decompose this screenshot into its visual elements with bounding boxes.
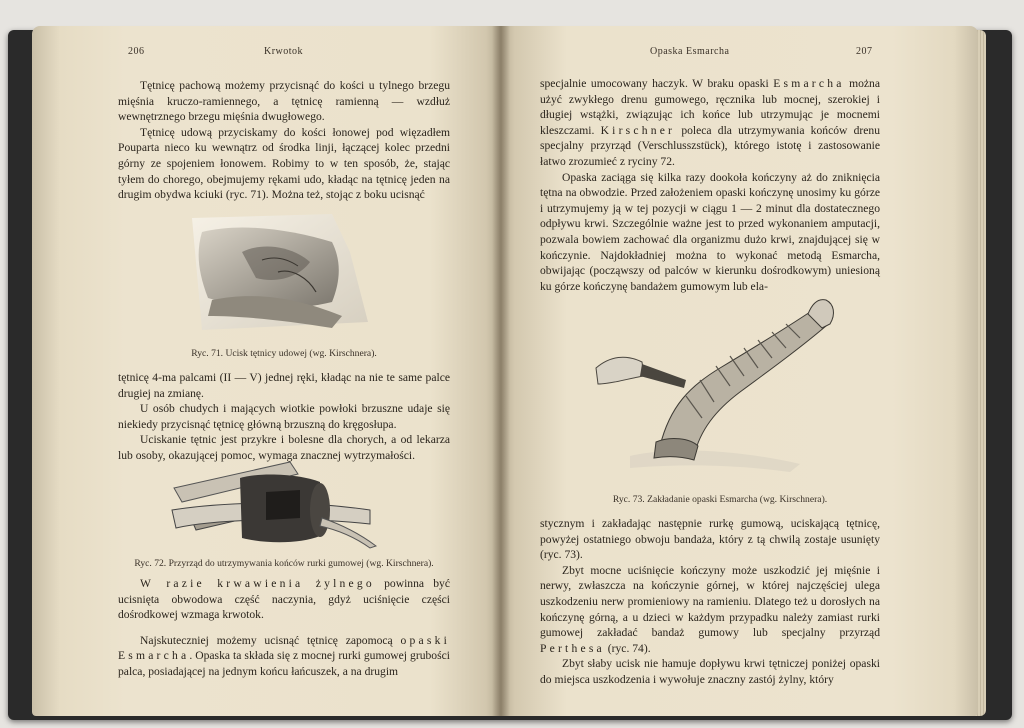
- left-running-head: Krwotok: [264, 46, 304, 57]
- left-page-number: 206: [128, 46, 145, 57]
- paragraph: Uciskanie tętnic jest przykre i bolesne dla chorych, a od lekarza lub osoby, okazującej pomoc, wymaga znacznej wytrzymałości.: [118, 433, 450, 462]
- right-running-head: Opaska Esmarcha: [650, 46, 730, 57]
- left-text-mid: [118, 370, 450, 464]
- paragraph: tętnicę 4-ma palcami (II — V) jednej ręki, kładąc na nie te same palce drugiej na zmianę.: [118, 371, 450, 400]
- paragraph: U osób chudych i mających wiotkie powłoki brzuszne udaje się niekiedy przycisnąć tętnicę główną brzuszną do kręgosłupa.: [118, 402, 450, 431]
- spaced-phrase: opaski Esmarcha: [118, 633, 450, 663]
- paragraph: Opaska zaciąga się kilka razy dookoła kończyny aż do zniknięcia tętna na obwodzie. Przed założeniem opaski kończynę unosimy ku górze i utrzymujemy ją w tej pozycji w ciągu 1 — 2 minut dla dostatecznego odpływu krwi. Szczególnie ważne jest to przed wykonaniem amputacji, pozwala bowiem zachować dla organizmu dużo krwi, znajdującej się w kończynie. Najdokładniej można to wykonać metodą Esmarcha, obwijając (począwszy od palców w kierunku dośrodkowym) uniesioną ku górze kończynę bandażem gumowym lub ela-: [540, 170, 880, 293]
- paragraph: stycznym i zakładając następnie rurkę gumową, uciskającą tętnicę, powyżej ostatniego obwoju bandaża, który z tą chwilą zostaje usunięty (ryc. 73).: [540, 517, 880, 562]
- spaced-name: Perthesa: [540, 641, 605, 655]
- right-page: [500, 26, 978, 716]
- paragraph: specjalnie umocowany haczyk. W braku opaski Esmarcha można użyć zwykłego drenu gumowego, ręcznika lub mocnej, szerokiej i długiej wstążki, związując ich końce lub utrzymując je mocnemi kleszczami. Kirschner poleca dla utrzymywania końców drenu specjalny przyrząd (Verschlusszstück), którego istotę i zastosowanie łatwo zrozumieć z ryciny 72.: [540, 77, 880, 168]
- paragraph: Tętnicę pachową możemy przycisnąć do kości u tylnego brzegu mięśnia kruczo-ramiennego, a tętnicę ramienną — wzdłuż wewnętrznego brzegu mięśnia dwugłowego.: [118, 79, 450, 124]
- figure-71-caption: Ryc. 71. Ucisk tętnicy udowej (wg. Kirschnera).: [191, 348, 377, 359]
- left-text-top: [118, 78, 450, 203]
- figure-72-image: [170, 458, 380, 550]
- paragraph: Zbyt mocne uciśnięcie kończyny może uszkodzić jej mięśnie i nerwy, zwłaszcza na kończynie górnej, w której najczęściej ulega uszkodzeniu nerw promieniowy na ramieniu. Dlatego też u dorosłych na kończynę górną, a u dzieci w każdym przypadku należy zamiast rurki gumowej zakładać bandaż gumowy lub specjalny przyrząd Perthesa (ryc. 74).: [540, 563, 880, 655]
- paragraph-esmarch: Najskuteczniej możemy ucisnąć tętnicę zapomocą opaski Esmarcha. Opaska ta składa się z mocnej rurki gumowej grubości palca, posiadającej na jednym końcu łańcuszek, a na drugim: [118, 633, 450, 678]
- book-gutter: [492, 26, 510, 716]
- paragraph: Tętnicę udową przyciskamy do kości łonowej pod więzadłem Pouparta nieco ku wewnątrz od środka linji, łączącej kolec przedni górny ze spojeniem łonowem. Robimy to w ten sposób, że, stając tyłem do chorego, obejmujemy rękami udo, kładąc na tętnicę jeden na drugim obydwa kciuki (ryc. 71). Można też, stojąc z boku ucisnąć: [118, 125, 450, 202]
- spaced-name: Esmarcha: [773, 77, 845, 90]
- figure-73-image: [590, 296, 850, 476]
- paragraph-venous: W razie krwawienia żylnego powinna być ucisnięta obwodowa część naczynia, gdyż uciśnięcie części dośrodkowej wzmaga krwotok.: [118, 577, 450, 622]
- spaced-phrase: W razie krwawienia żylnego: [140, 577, 375, 590]
- left-text-bottom: [118, 576, 450, 680]
- figure-73-caption: Ryc. 73. Zakładanie opaski Esmarcha (wg. Kirschnera).: [612, 494, 828, 505]
- figure-72-caption: Ryc. 72. Przyrząd do utrzymywania końców rurki gumowej (wg. Kirschnera).: [134, 558, 434, 569]
- right-page-number: 207: [856, 46, 873, 57]
- spaced-name: Kirschner: [600, 123, 676, 137]
- left-page: [32, 26, 500, 716]
- paragraph: Zbyt słaby ucisk nie hamuje dopływu krwi tętniczej poniżej opaski do miejsca uszkodzenia i wywołuje znaczny zastój żylny, który: [540, 657, 880, 686]
- right-text-top: [540, 76, 880, 294]
- figure-71-image: [182, 212, 372, 334]
- right-text-bottom: [540, 516, 880, 688]
